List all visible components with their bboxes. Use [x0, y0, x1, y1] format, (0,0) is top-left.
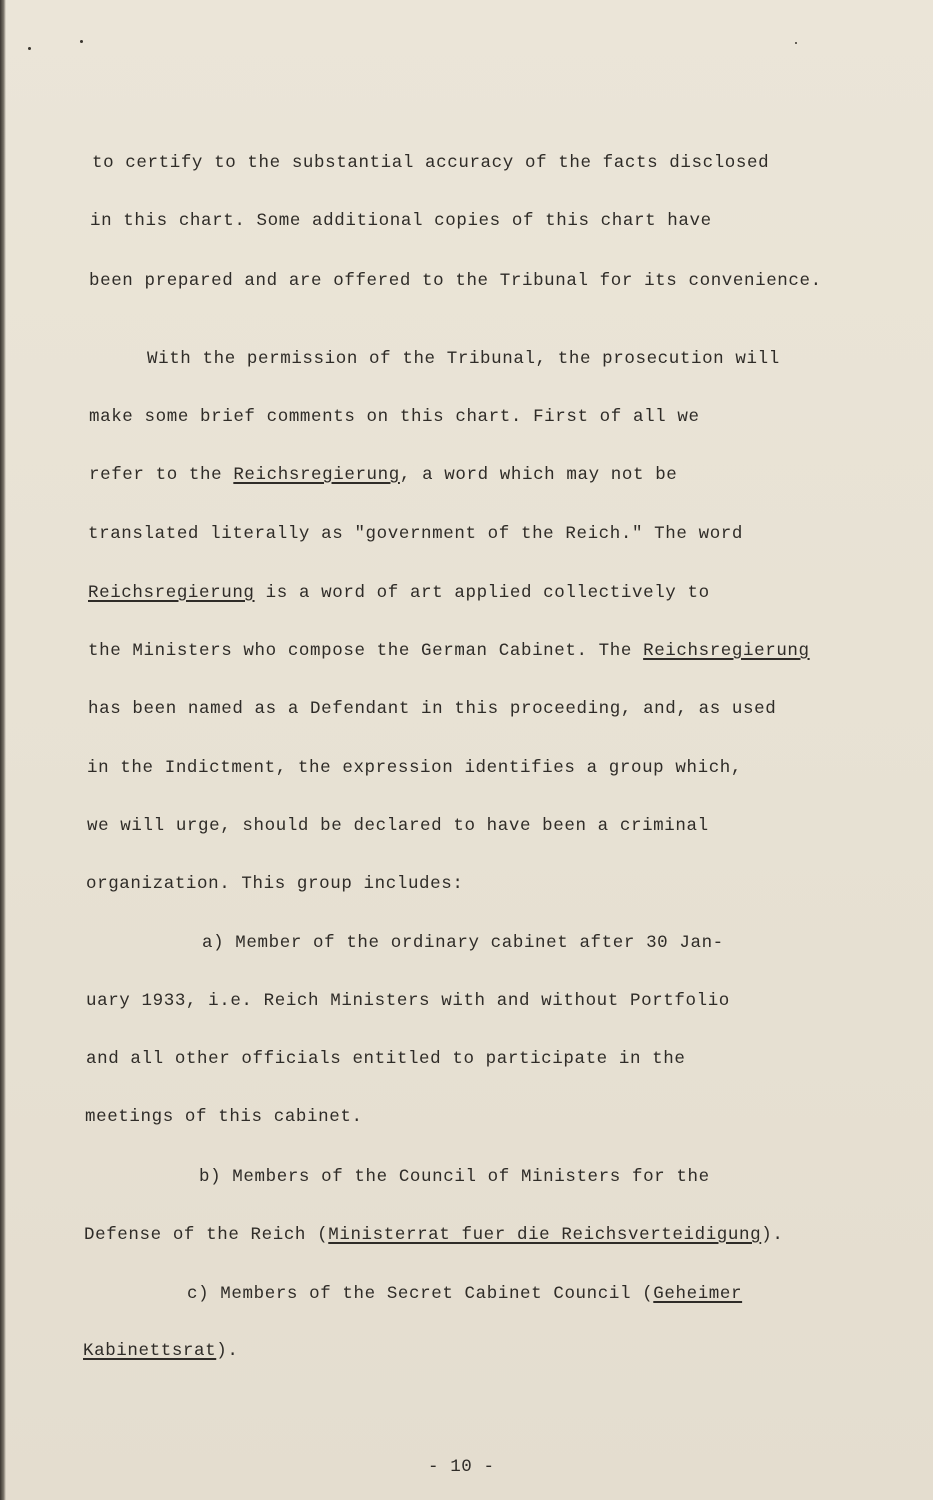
- text-line: [88, 523, 743, 545]
- text-span: translated literally as "government of the Reich." The word: [88, 524, 744, 544]
- text-span: we will urge, should be declared to have been a criminal: [87, 816, 709, 836]
- text-span: Defense of the Reich (: [84, 1225, 329, 1245]
- text-line: [187, 1283, 742, 1305]
- text-span: , a word which may not be: [399, 465, 678, 485]
- text-line: [86, 990, 730, 1012]
- text-span: the Ministers who compose the German Cabinet. The: [88, 641, 644, 661]
- text-span: refer to the: [89, 465, 234, 485]
- text-span: in this chart. Some additional copies of this chart have: [90, 211, 712, 231]
- underlined-term: Kabinettsrat: [83, 1341, 217, 1361]
- text-span: to certify to the substantial accuracy of the facts disclosed: [92, 153, 770, 173]
- text-span: meetings of this cabinet.: [85, 1107, 363, 1127]
- underlined-term: Geheimer: [653, 1284, 743, 1304]
- text-line: [89, 464, 677, 486]
- speck: [795, 42, 797, 44]
- underlined-term: Reichsregierung: [643, 641, 810, 661]
- underlined-term: Reichsregierung: [233, 465, 400, 485]
- text-span: make some brief comments on this chart. First of all we: [89, 407, 700, 427]
- text-line: [90, 210, 712, 232]
- text-line: [87, 815, 709, 837]
- text-line: [85, 1106, 363, 1128]
- text-span: ).: [216, 1341, 239, 1361]
- text-line: [92, 152, 769, 174]
- text-line: [88, 698, 776, 720]
- text-span: uary 1933, i.e. Reich Ministers with and without Portfolio: [86, 991, 730, 1011]
- text-line: [202, 932, 724, 954]
- text-span: been prepared and are offered to the Tribunal for its convenience.: [89, 271, 822, 291]
- text-line: [199, 1166, 710, 1188]
- text-line: [83, 1340, 238, 1362]
- text-span: b) Members of the Council of Ministers for the: [199, 1167, 710, 1187]
- speck: [80, 40, 83, 43]
- page-number: - 10 -: [428, 1457, 495, 1477]
- underlined-term: Ministerrat fuer die Reichsverteidigung: [328, 1225, 762, 1245]
- text-span: ).: [761, 1225, 784, 1245]
- text-span: and all other officials entitled to participate in the: [86, 1049, 686, 1069]
- speck: [28, 47, 31, 50]
- text-line: [86, 1048, 686, 1070]
- text-span: in the Indictment, the expression identifies a group which,: [87, 758, 743, 778]
- text-span: has been named as a Defendant in this proceeding, and, as used: [88, 699, 777, 719]
- text-line: [88, 582, 710, 604]
- text-line: [147, 348, 780, 370]
- text-line: [89, 270, 822, 292]
- text-span: a) Member of the ordinary cabinet after 30 Jan-: [202, 933, 724, 953]
- underlined-term: Reichsregierung: [88, 583, 255, 603]
- text-line: [89, 406, 700, 428]
- text-line: [87, 757, 742, 779]
- text-span: With the permission of the Tribunal, the prosecution will: [147, 349, 780, 369]
- text-line: [84, 1224, 783, 1246]
- text-span: c) Members of the Secret Cabinet Council (: [187, 1284, 654, 1304]
- text-span: is a word of art applied collectively to: [254, 583, 710, 603]
- page-edge-shadow: [0, 0, 6, 1500]
- text-line: [86, 873, 463, 895]
- text-span: organization. This group includes:: [86, 874, 464, 894]
- text-line: [88, 640, 810, 662]
